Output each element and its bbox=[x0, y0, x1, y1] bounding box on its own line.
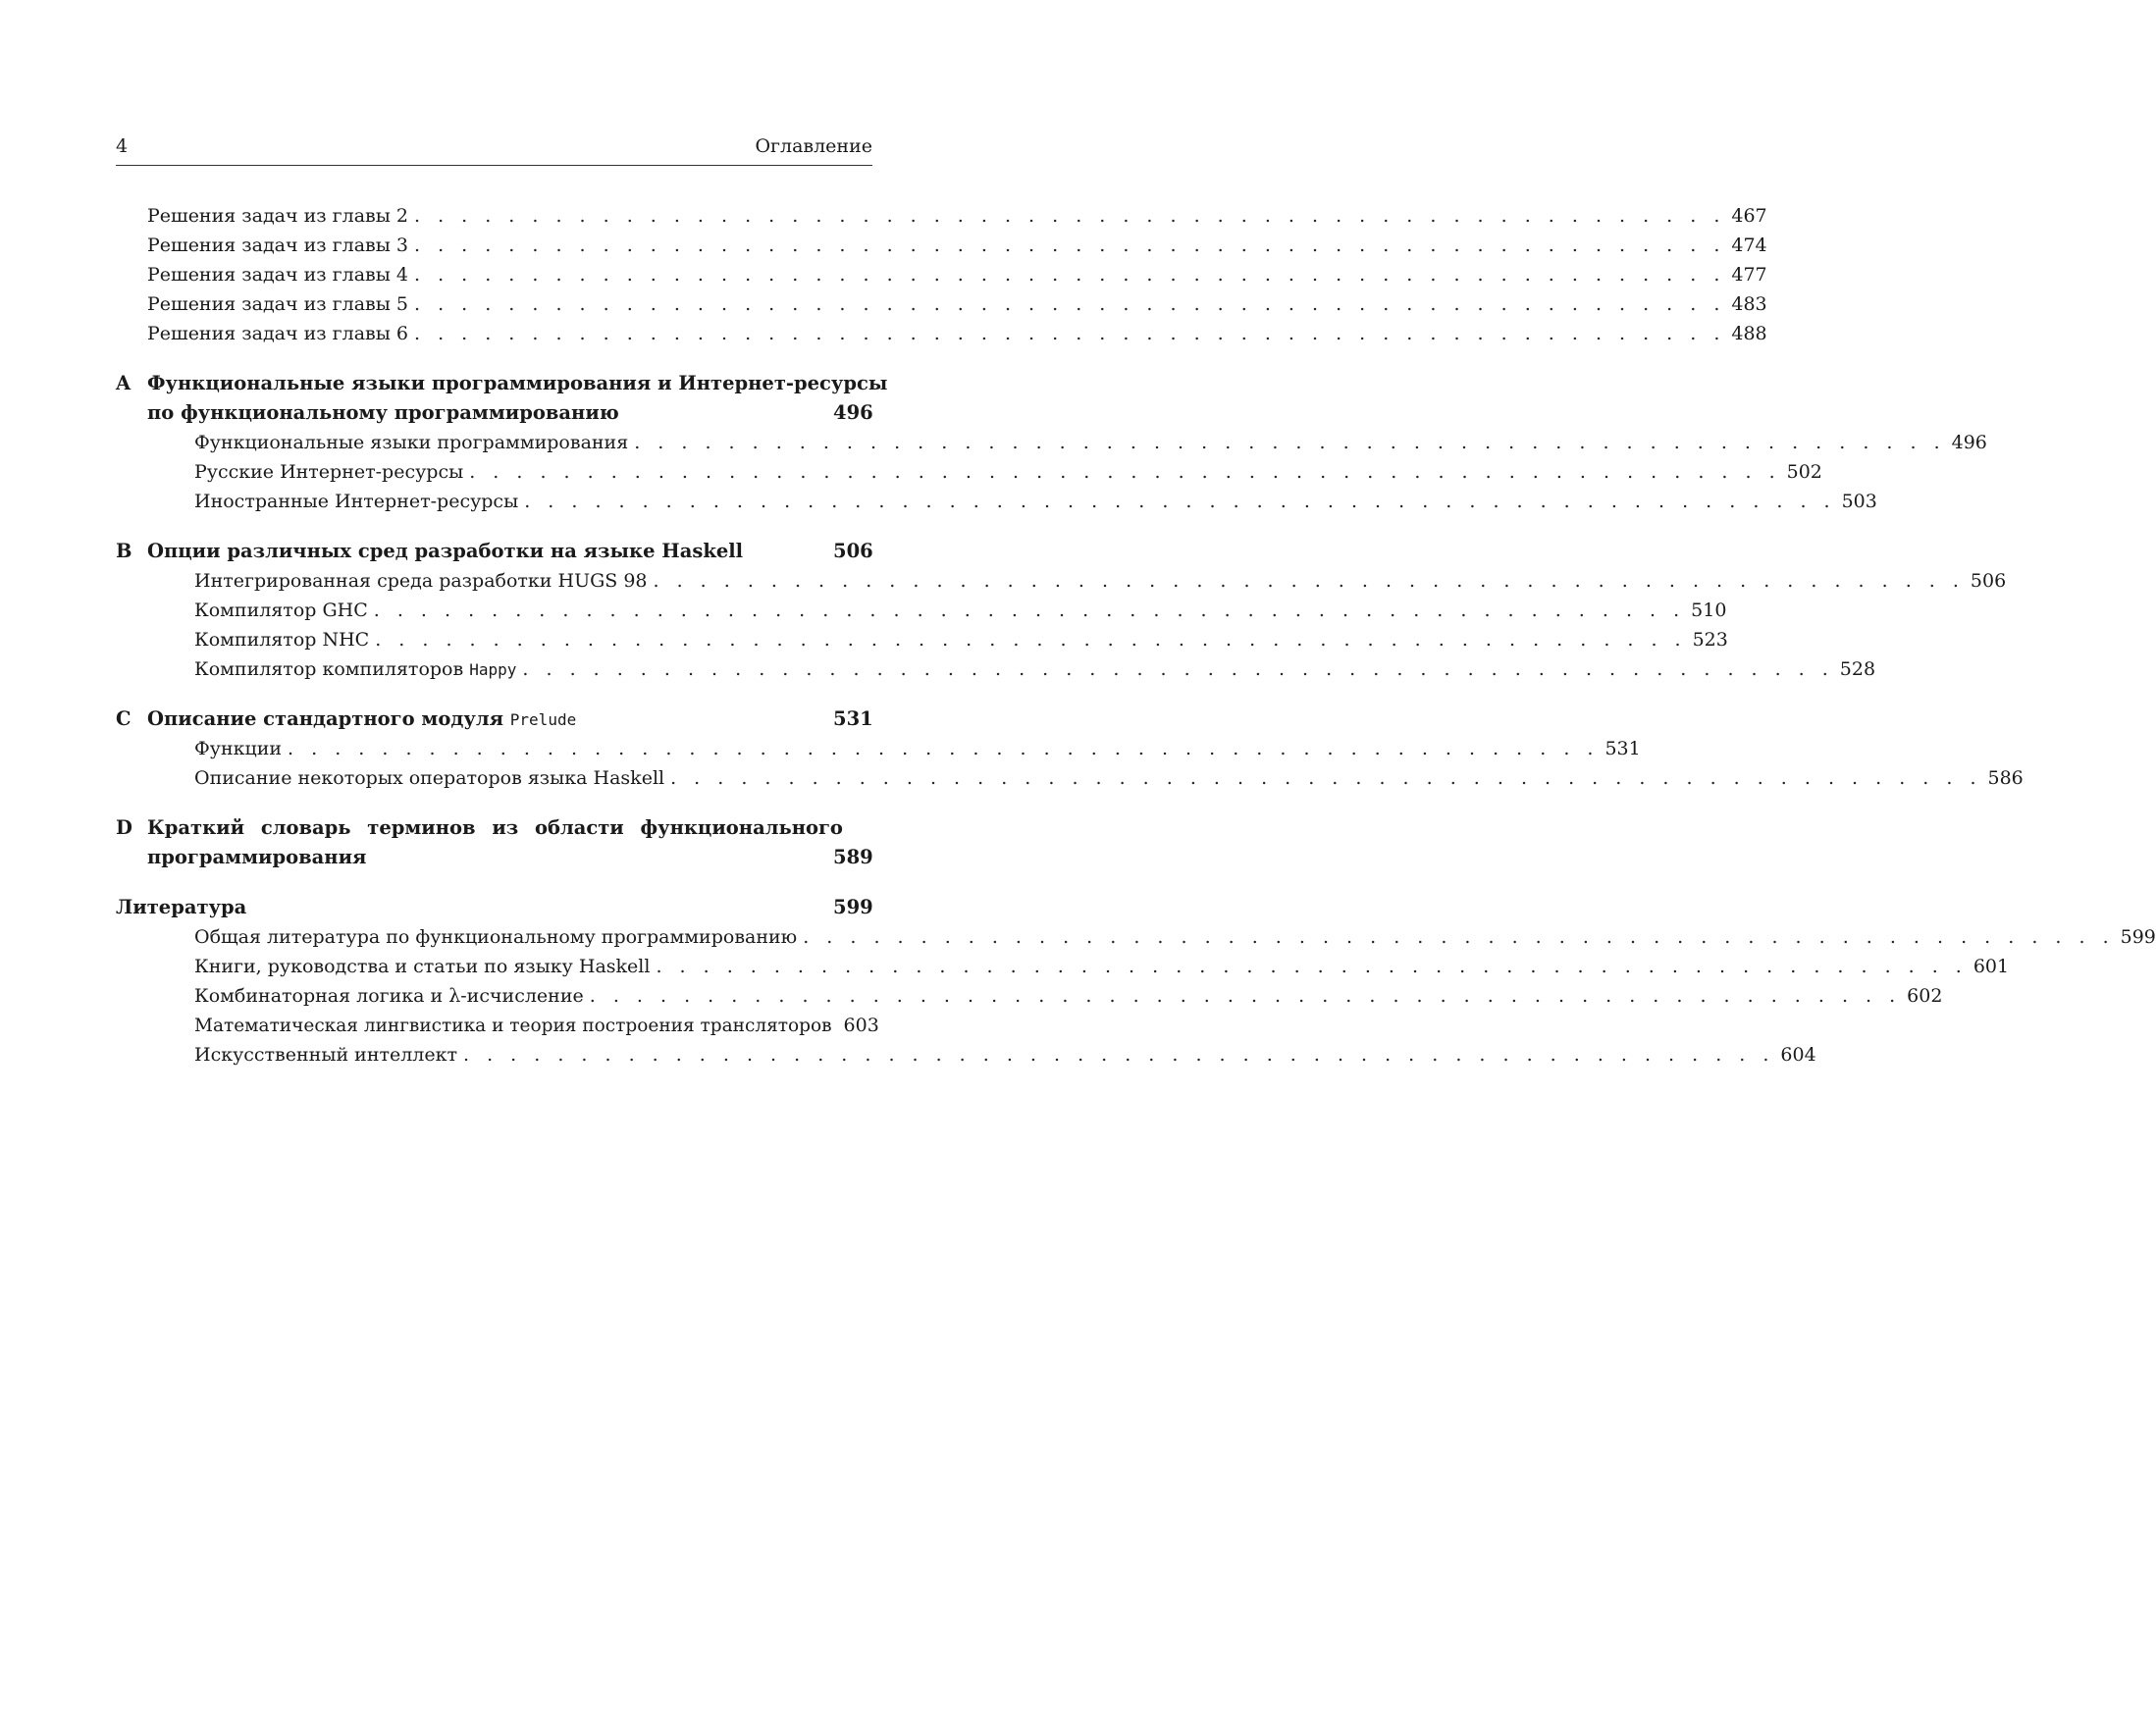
leader-dots: . . . . . . . . . . . . . . . . . . . . . . . . . . . . . . . . . . . . . . . . . . . . . . . . . . . . . . . . bbox=[653, 570, 1965, 592]
toc-entry-page: 528 bbox=[1839, 658, 1876, 680]
toc-entry[interactable] bbox=[116, 319, 1767, 348]
toc-entry[interactable] bbox=[116, 201, 1767, 231]
appendix-b-heading[interactable] bbox=[116, 537, 872, 566]
appendix-title-text: Описание стандартного модуля bbox=[147, 707, 503, 730]
toc-entry-page: 603 bbox=[843, 1015, 879, 1036]
toc-entry[interactable] bbox=[116, 231, 1767, 260]
appendix-title-cont: по функциональному программированию bbox=[147, 401, 619, 424]
toc-entry-label: Компилятор GHC bbox=[194, 600, 368, 621]
leader-dots: . . . . . . . . . . . . . . . . . . . . . . . . . . . . . . . . . . . . . . . . . . . . . . . . . . . . . . . . bbox=[656, 956, 1968, 977]
leader-dots: . . . . . . . . . . . . . . . . . . . . . . . . . . . . . . . . . . . . . . . . . . . . . . . . . . . . . . . . bbox=[373, 600, 1686, 621]
toc-entry-label: Функции bbox=[194, 738, 283, 759]
toc-entry[interactable] bbox=[116, 763, 2024, 793]
toc-entry[interactable] bbox=[116, 289, 1767, 319]
toc-entry-page: 477 bbox=[1731, 264, 1767, 286]
appendix-title-code: Prelude bbox=[509, 710, 577, 729]
appendix-title: Опции различных сред разработки на языке Haskell bbox=[147, 540, 744, 562]
leader-dots: . . . . . . . . . . . . . . . . . . . . . . . . . . . . . . . . . . . . . . . . . . . . . . . . . . . . . . . . bbox=[524, 491, 1836, 512]
running-header bbox=[116, 135, 872, 166]
leader-dots: . . . . . . . . . . . . . . . . . . . . . . . . . . . . . . . . . . . . . . . . . . . . . . . . . . . . . . . . bbox=[413, 264, 1726, 286]
appendix-title-word: терминов bbox=[367, 816, 476, 839]
toc-entry-page: 488 bbox=[1731, 323, 1767, 344]
appendix-c-heading[interactable] bbox=[116, 704, 872, 734]
appendix-d-heading[interactable] bbox=[116, 813, 872, 843]
toc-entry[interactable] bbox=[116, 922, 2156, 952]
table-of-contents bbox=[116, 201, 2156, 1070]
toc-entry[interactable] bbox=[116, 734, 1641, 763]
appendix-title: Функциональные языки программирования и Интернет-ресурсы bbox=[147, 372, 888, 394]
toc-entry-code: Happy bbox=[469, 660, 517, 679]
toc-entry[interactable] bbox=[116, 487, 1877, 516]
running-title: Оглавление bbox=[755, 135, 872, 157]
appendix-page: 506 bbox=[833, 540, 873, 562]
toc-entry-page: 502 bbox=[1786, 461, 1822, 483]
toc-entry-label: Математическая лингвистика и теория построения трансляторов bbox=[194, 1016, 832, 1036]
literature-title: Литература bbox=[116, 896, 247, 918]
toc-entry-label: Компилятор NHC bbox=[194, 629, 370, 651]
toc-entry-page: 474 bbox=[1731, 235, 1767, 256]
toc-entry-label-text: Компилятор компиляторов bbox=[194, 658, 464, 680]
literature-page: 599 bbox=[833, 896, 873, 918]
leader-dots: . . . . . . . . . . . . . . . . . . . . . . . . . . . . . . . . . . . . . . . . . . . . . . . . . . . . . . . . bbox=[413, 293, 1726, 315]
toc-entry-label: Описание некоторых операторов языка Haskell bbox=[194, 767, 665, 789]
toc-entry-page: 602 bbox=[1907, 985, 1943, 1007]
leader-dots: . . . . . . . . . . . . . . . . . . . . . . . . . . . . . . . . . . . . . . . . . . . . . . . . . . . . . . . . bbox=[589, 985, 1902, 1007]
leader-dots: . . . . . . . . . . . . . . . . . . . . . . . . . . . . . . . . . . . . . . . . . . . . . . . . . . . . . . . . bbox=[803, 926, 2115, 948]
leader-dots: . . . . . . . . . . . . . . . . . . . . . . . . . . . . . . . . . . . . . . . . . . . . . . . . . . . . . . . . bbox=[413, 205, 1726, 227]
toc-entry-label: Русские Интернет-ресурсы bbox=[194, 461, 464, 483]
appendix-title-word: из bbox=[492, 816, 519, 839]
leader-dots: . . . . . . . . . . . . . . . . . . . . . . . . . . . . . . . . . . . . . . . . . . . . . . . . . . . . . . . . bbox=[413, 323, 1726, 344]
appendix-title-word: словарь bbox=[260, 816, 351, 839]
toc-entry-page: 604 bbox=[1780, 1044, 1816, 1066]
toc-entry-label: Решения задач из главы 3 bbox=[147, 235, 408, 256]
leader-dots: . . . . . . . . . . . . . . . . . . . . . . . . . . . . . . . . . . . . . . . . . . . . . . . . . . . . . . . . bbox=[413, 235, 1726, 256]
toc-entry-label: Книги, руководства и статьи по языку Haskell bbox=[194, 956, 651, 977]
leader-dots: . . . . . . . . . . . . . . . . . . . . . . . . . . . . . . . . . . . . . . . . . . . . . . . . . . . . . . . . bbox=[288, 738, 1600, 759]
appendix-page: 531 bbox=[833, 707, 873, 730]
leader-dots: . . . . . . . . . . . . . . . . . . . . . . . . . . . . . . . . . . . . . . . . . . . . . . . . . . . . . . . . bbox=[469, 461, 1781, 483]
toc-entry-label: Решения задач из главы 4 bbox=[147, 264, 408, 286]
appendix-letter: B bbox=[116, 540, 132, 562]
appendix-title-word: области bbox=[534, 816, 624, 839]
toc-entry-label: Общая литература по функциональному программированию bbox=[194, 926, 798, 948]
toc-entry-page: 601 bbox=[1972, 956, 2010, 977]
toc-entry-page: 586 bbox=[1987, 767, 2024, 789]
toc-entry-label: Комбинаторная логика и λ-исчисление bbox=[194, 985, 584, 1007]
appendix-title bbox=[147, 704, 833, 734]
toc-entry-page: 523 bbox=[1692, 629, 1728, 651]
page-number: 4 bbox=[116, 135, 129, 157]
toc-entry-page: 483 bbox=[1731, 293, 1767, 315]
toc-entry-label: Интегрированная среда разработки HUGS 98 bbox=[194, 570, 648, 592]
toc-entry-label: Функциональные языки программирования bbox=[194, 432, 629, 453]
appendix-title bbox=[147, 813, 872, 843]
toc-entry-label: Решения задач из главы 5 bbox=[147, 293, 408, 315]
toc-entry[interactable] bbox=[116, 625, 1728, 654]
toc-entry-page: 496 bbox=[1951, 432, 1987, 453]
toc-entry[interactable] bbox=[116, 428, 1987, 457]
toc-entry-label: Решения задач из главы 6 bbox=[147, 323, 408, 344]
toc-entry-label: Искусственный интеллект bbox=[194, 1044, 458, 1066]
toc-entry[interactable] bbox=[116, 981, 1943, 1011]
leader-dots: . . . . . . . . . . . . . . . . . . . . . . . . . . . . . . . . . . . . . . . . . . . . . . . . . . . . . . . . bbox=[522, 658, 1834, 680]
appendix-page: 589 bbox=[833, 846, 873, 868]
appendix-title-word: функционального bbox=[640, 816, 843, 839]
toc-entry-page: 506 bbox=[1970, 570, 2007, 592]
appendix-letter: D bbox=[116, 816, 132, 839]
toc-entry-page: 503 bbox=[1841, 491, 1877, 512]
leader-dots: . . . . . . . . . . . . . . . . . . . . . . . . . . . . . . . . . . . . . . . . . . . . . . . . . . . . . . . . bbox=[375, 629, 1687, 651]
appendix-d-heading-cont[interactable] bbox=[116, 843, 872, 872]
appendix-title-word: Краткий bbox=[147, 816, 245, 839]
leader-dots: . . . . . . . . . . . . . . . . . . . . . . . . . . . . . . . . . . . . . . . . . . . . . . . . . . . . . . . . bbox=[463, 1044, 1775, 1066]
toc-entry[interactable] bbox=[116, 566, 2007, 596]
appendix-page: 496 bbox=[833, 401, 873, 424]
toc-entry-page: 531 bbox=[1604, 738, 1641, 759]
toc-entry-label bbox=[194, 654, 516, 685]
toc-entry-page: 510 bbox=[1691, 600, 1727, 621]
appendix-title-cont: программирования bbox=[147, 846, 367, 868]
toc-entry-page: 467 bbox=[1731, 205, 1767, 227]
literature-heading[interactable] bbox=[116, 893, 872, 922]
appendix-letter: C bbox=[116, 707, 131, 730]
toc-entry[interactable] bbox=[116, 260, 1767, 289]
toc-entry[interactable] bbox=[116, 596, 1727, 625]
appendix-letter: A bbox=[116, 372, 131, 394]
leader-dots: . . . . . . . . . . . . . . . . . . . . . . . . . . . . . . . . . . . . . . . . . . . . . . . . . . . . . . . . bbox=[634, 432, 1946, 453]
toc-entry[interactable] bbox=[116, 457, 1822, 487]
toc-entry-page: 599 bbox=[2120, 926, 2156, 948]
toc-entry-label: Иностранные Интернет-ресурсы bbox=[194, 491, 519, 512]
toc-entry[interactable] bbox=[116, 1011, 879, 1040]
leader-dots: . . . . . . . . . . . . . . . . . . . . . . . . . . . . . . . . . . . . . . . . . . . . . . . . . . . . . . . . bbox=[670, 767, 1982, 789]
toc-entry-label: Решения задач из главы 2 bbox=[147, 205, 408, 227]
toc-entry[interactable] bbox=[116, 654, 1876, 684]
toc-entry[interactable] bbox=[116, 1040, 1816, 1070]
appendix-a-heading[interactable] bbox=[116, 369, 888, 398]
toc-entry[interactable] bbox=[116, 952, 2010, 981]
appendix-a-heading-cont[interactable] bbox=[116, 398, 872, 428]
